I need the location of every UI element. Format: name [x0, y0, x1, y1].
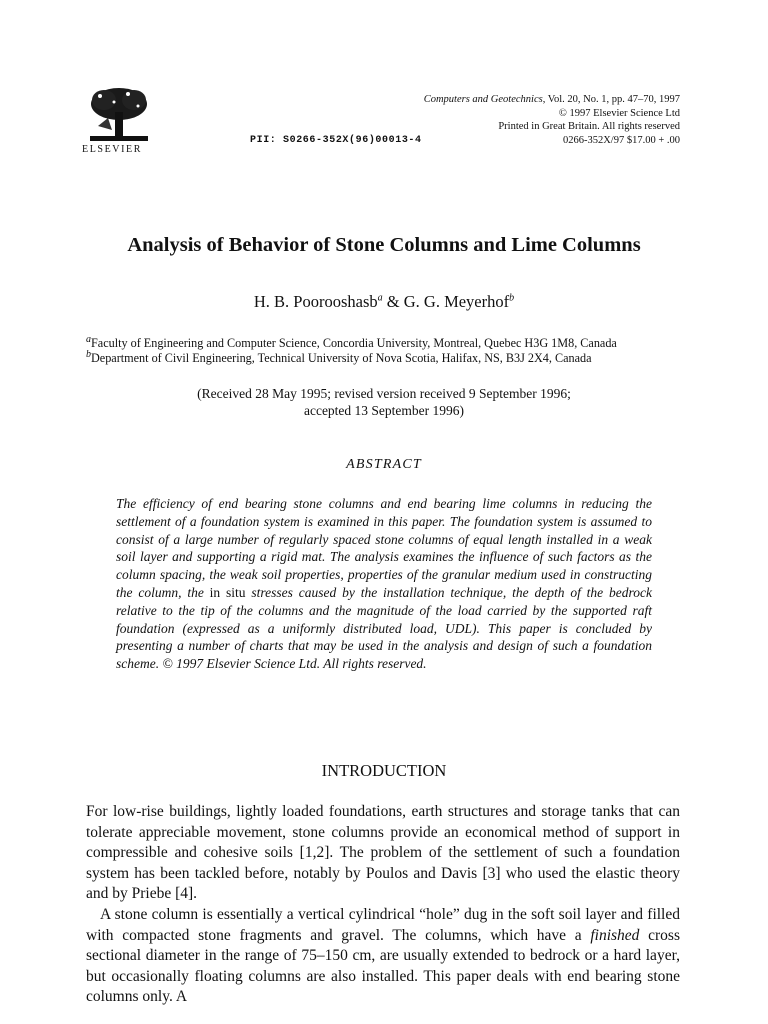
- in-situ-term: in situ: [209, 584, 246, 600]
- journal-name: Computers and Geotechnics: [423, 94, 543, 105]
- printed-line: Printed in Great Britain. All rights reserved: [498, 121, 680, 132]
- pii-row: [250, 134, 680, 148]
- issn-price: 0266-352X/97 $17.00 + .00: [562, 134, 680, 146]
- abstract-text: The efficiency of end bearing stone columns and end bearing lime columns in reducing the settlement of a foundation system is examined in this paper. The foundation system is assumed to consist of a large number of regularly spaced stone columns of equal length installed in a weak soil layer and supporting a rigid mat. The analysis examines the influence of such factors as the column spacing, the weak soil properties, properties of the granular medium used in constructing the column, the in situ stresses caused by the installation technique, the depth of the bedrock relative to the tip of the columns and the magnitude of the load carried by the supported raft foundation (expressed as a uniformly distributed load, UDL). This paper is concluded by presenting a number of charts that may be used in the analysis and design of such a foundation scheme. © 1997 Elsevier Science Ltd. All rights reserved.: [116, 496, 652, 672]
- received-line: (Received 28 May 1995; revised version received 9 September 1996;: [197, 386, 571, 401]
- affiliation-a: $^a$Faculty of Engineering and Computer Science, Concordia University, Montreal, Quebec H3G 1M8, Canada: [86, 333, 617, 350]
- affiliation-b: $^b$Department of Civil Engineering, Technical University of Nova Scotia, Halifax, NS, B3J 2X4, Canada: [86, 348, 592, 365]
- author-name: H. B. Poorooshasb: [253, 292, 378, 311]
- journal-volume: , Vol. 20, No. 1, pp. 47–70, 1997: [542, 94, 680, 105]
- received-dates: [0, 385, 768, 419]
- affiliation-mark: a: [86, 333, 91, 345]
- introduction-body: [86, 802, 680, 1008]
- abstract-heading: ABSTRACT: [346, 457, 422, 472]
- author-list: [0, 292, 768, 312]
- affiliations: [86, 333, 686, 366]
- journal-header: [250, 93, 680, 147]
- pii-code: PII: S0266-352X(96)00013-4: [250, 134, 422, 146]
- author-separator: &: [382, 292, 404, 311]
- accepted-line: accepted 13 September 1996): [303, 403, 465, 418]
- publisher-logo: [82, 86, 158, 155]
- paper-title: Analysis of Behavior of Stone Columns and Lime Columns: [127, 234, 641, 256]
- author-name: G. G. Meyerhof: [403, 292, 510, 311]
- affiliation-mark: b: [86, 348, 91, 360]
- affiliation-mark: b: [509, 292, 515, 304]
- introduction-heading: INTRODUCTION: [321, 761, 447, 780]
- publisher-name: ELSEVIER: [82, 144, 143, 155]
- emphasis-finished: finished: [590, 926, 640, 944]
- affiliation-mark: a: [377, 292, 383, 304]
- intro-paragraph-1: For low-rise buildings, lightly loaded foundations, earth structures and storage tanks that can tolerate appreciable movement, stone columns provide an economical method of support in compressible and cohesive soils [1,2]. The problem of the settlement of such a foundation system has been tackled before, notably by Poulos and Davis [3] who used the elastic theory and by Priebe [4].: [86, 803, 680, 903]
- copyright-line: © 1997 Elsevier Science Ltd: [558, 107, 680, 119]
- journal-citation: [250, 93, 680, 107]
- elsevier-tree-icon: [88, 86, 150, 142]
- intro-paragraph-2: A stone column is essentially a vertical cylindrical “hole” dug in the soft soil layer and filled with compacted stone fragments and gravel. The columns, which have a finished cross sectional diameter in the range of 75–150 cm, are usually extended to bedrock or a hard layer, but occasionally floating columns are also installed. This paper deals with end bearing stone columns only. A: [86, 905, 680, 1006]
